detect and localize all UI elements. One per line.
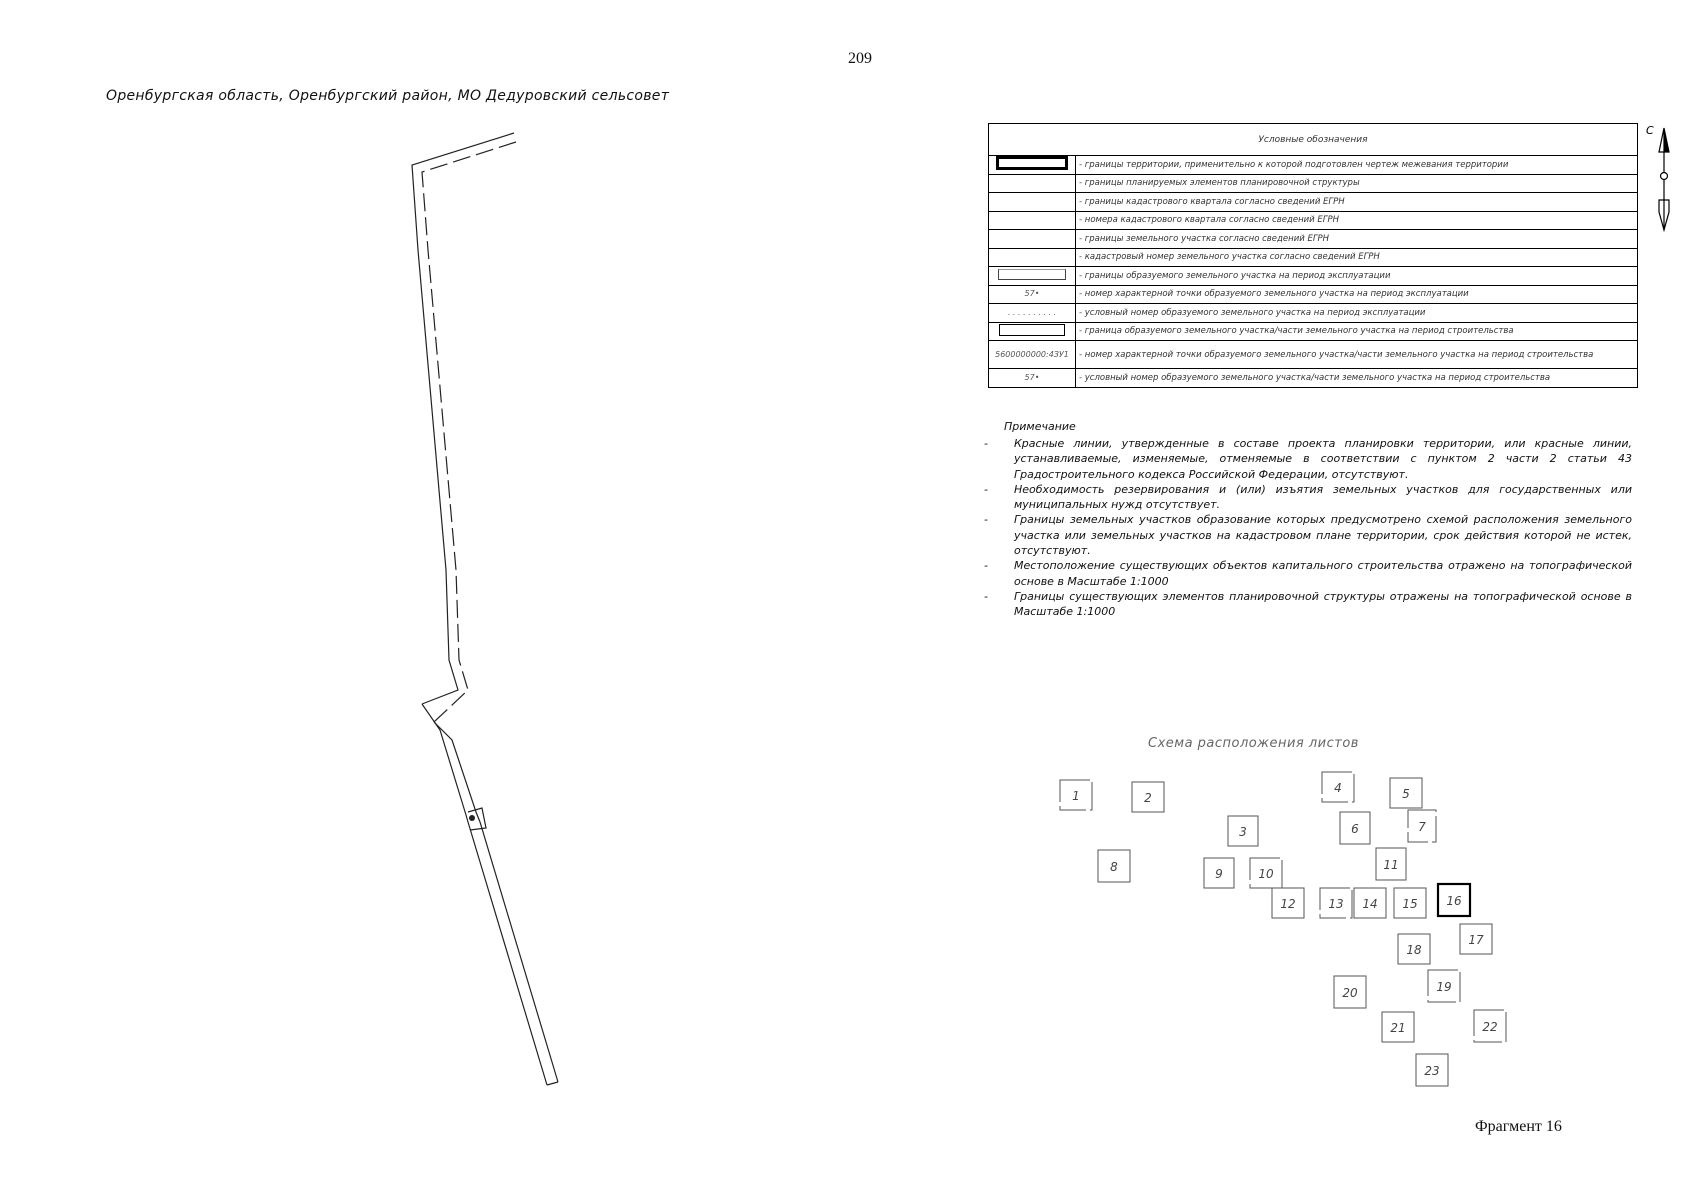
legend-description: - граница образуемого земельного участка/части земельного участка на период строительства [1076, 322, 1638, 341]
note-item [984, 558, 1632, 589]
sheet-label: 4 [1334, 781, 1342, 795]
sheet-label: 21 [1390, 1021, 1406, 1035]
legend-description: - кадастровый номер земельного участка согласно сведений ЕГРН [1076, 248, 1638, 267]
route-edge-left [412, 133, 514, 704]
sheet-cell [1408, 810, 1436, 842]
sheet-cell [1250, 858, 1282, 888]
sheet-cell [1272, 888, 1304, 918]
sheet-cell [1098, 850, 1130, 882]
sheet-label: 1 [1072, 789, 1080, 803]
legend-table [988, 123, 1638, 388]
legend-row [989, 174, 1638, 193]
sheet-label: 20 [1342, 986, 1358, 1000]
sheet-label: 15 [1402, 897, 1418, 911]
sheet-scheme [1040, 770, 1498, 1080]
note-text: Необходимость резервирования и (или) изъятия земельных участков для государственных или муниципальных нужд отсутствует. [1014, 482, 1632, 512]
note-text: Местоположение существующих объектов капитального строительства отражено на топографической основе в Масштабе 1:1000 [1014, 559, 1632, 588]
sheet-cell [1334, 976, 1366, 1008]
sheet-label: 19 [1436, 980, 1452, 994]
sheet-label: 13 [1328, 897, 1344, 911]
legend-description: - границы образуемого земельного участка на период эксплуатации [1076, 267, 1638, 286]
legend-row [989, 341, 1638, 369]
legend-symbol [989, 248, 1076, 267]
sheet-cell [1320, 888, 1352, 918]
sheet-label: 8 [1110, 860, 1118, 874]
sheet-label: 23 [1424, 1064, 1440, 1078]
legend-description: - номер характерной точки образуемого земельного участка на период эксплуатации [1076, 285, 1638, 304]
legend-symbol [989, 193, 1076, 212]
note-item [984, 482, 1632, 513]
legend-symbol [989, 156, 1076, 175]
legend-description: - номер характерной точки образуемого земельного участка/части земельного участка на период строительства [1076, 341, 1638, 369]
sheet-cell [1394, 888, 1426, 918]
route-upper-segment [412, 133, 516, 722]
sheet-cell [1340, 812, 1370, 844]
route-edge-left-lower [422, 704, 547, 1085]
note-item [984, 512, 1632, 558]
legend-symbol-text: 57• [1024, 289, 1040, 299]
note-item [984, 589, 1632, 620]
legend-description: - номера кадастрового квартала согласно сведений ЕГРН [1076, 211, 1638, 230]
legend-row [989, 248, 1638, 267]
legend-row [989, 230, 1638, 249]
sheet-cell [1390, 778, 1422, 808]
note-dash: - [984, 437, 988, 450]
route-edge-right [422, 142, 516, 722]
sheet-cell [1132, 782, 1164, 812]
legend-description: - условный номер образуемого земельного участка на период эксплуатации [1076, 304, 1638, 323]
note-text: Красные линии, утвержденные в составе проекта планировки территории, или красные линии, устанавливаемые, изменяемые, отменяемые в соответствии с пунктом 2 части 2 статьи 43 Градостроительного кодекса Российской Федерации, отсутствуют. [1014, 437, 1632, 481]
sheet-cell [1438, 884, 1470, 916]
legend-description: - условный номер образуемого земельного участка/части земельного участка на период строительства [1076, 369, 1638, 388]
legend-description: - границы кадастрового квартала согласно сведений ЕГРН [1076, 193, 1638, 212]
sheet-label: 6 [1351, 822, 1359, 836]
note-text: Границы земельных участков образование которых предусмотрено схемой расположения земельного участка или земельных участков на кадастровом плане территории, срок действия которой не истек, отсутствуют. [1014, 513, 1632, 558]
sheet-cell [1460, 924, 1492, 954]
legend-symbol [989, 341, 1076, 369]
north-arrow-icon [1640, 120, 1680, 240]
legend-symbol [989, 322, 1076, 341]
sheet-cell [1228, 816, 1258, 846]
sheet-label: 16 [1446, 894, 1462, 908]
sheet-label: 7 [1418, 820, 1426, 834]
north-letter: С [1646, 124, 1654, 137]
legend-row [989, 267, 1638, 286]
sheet-label: 3 [1239, 825, 1247, 839]
sheet-label: 10 [1258, 867, 1274, 881]
legend-symbol [989, 230, 1076, 249]
region-title: Оренбургская область, Оренбургский район, МО Дедуровский сельсовет [106, 88, 670, 104]
notes-title: Примечание [1004, 420, 1076, 433]
fragment-label: Фрагмент 16 [1475, 1118, 1562, 1135]
sheet-label: 17 [1468, 933, 1484, 947]
sheet-label: 9 [1215, 867, 1223, 881]
legend-description: - границы земельного участка согласно сведений ЕГРН [1076, 230, 1638, 249]
legend-symbol [989, 285, 1076, 304]
legend-description: - границы планируемых элементов планировочной структуры [1076, 174, 1638, 193]
note-item [984, 436, 1632, 482]
sheet-label: 12 [1280, 897, 1296, 911]
note-dash: - [984, 589, 988, 603]
legend-row [989, 156, 1638, 175]
sheet-label: 14 [1362, 897, 1378, 911]
sheet-label: 22 [1482, 1020, 1498, 1034]
route-edge-right-lower [434, 722, 558, 1082]
note-dash: - [984, 513, 988, 527]
legend-symbol [989, 211, 1076, 230]
sheet-label: 2 [1144, 791, 1152, 805]
sheet-cell [1376, 848, 1406, 880]
legend-symbol-text: 57• [1024, 372, 1040, 382]
legend-description: - границы территории, применительно к которой подготовлен чертеж межевания территории [1076, 156, 1638, 175]
sheet-cell [1428, 970, 1460, 1002]
legend-row [989, 322, 1638, 341]
legend-row [989, 304, 1638, 323]
legend-row [989, 193, 1638, 212]
note-dash: - [984, 559, 988, 573]
notes-list [984, 436, 1632, 620]
legend-symbol-text: . . . . . . . . . . [1007, 307, 1057, 317]
sheet-cell [1398, 934, 1430, 964]
sheet-label: 5 [1402, 787, 1410, 801]
sheet-label: 11 [1383, 858, 1399, 872]
legend-symbol [989, 267, 1076, 286]
sheet-label: 18 [1406, 943, 1422, 957]
sheet-cell [1060, 780, 1092, 810]
legend-row [989, 211, 1638, 230]
sheet-cell [1354, 888, 1386, 918]
page-number: 209 [848, 50, 872, 67]
note-text: Границы существующих элементов планировочной структуры отражены на топографической основе в Масштабе 1:1000 [1014, 589, 1632, 619]
route-lower-segment [422, 704, 558, 1085]
scheme-title: Схема расположения листов [1148, 736, 1359, 751]
legend-symbol-text: 5600000000:4ЗУ1 [995, 349, 1069, 359]
legend-symbol [989, 174, 1076, 193]
sheet-cell [1322, 772, 1354, 802]
survey-point-marker [469, 815, 475, 821]
sheet-cell [1204, 858, 1234, 888]
legend-symbol [989, 304, 1076, 323]
legend-symbol [989, 369, 1076, 388]
legend-title: Условные обозначения [989, 124, 1638, 156]
sheet-cell [1382, 1012, 1414, 1042]
route-end-cap [547, 1082, 558, 1085]
legend-row [989, 369, 1638, 388]
legend-row [989, 285, 1638, 304]
note-dash: - [984, 482, 988, 496]
